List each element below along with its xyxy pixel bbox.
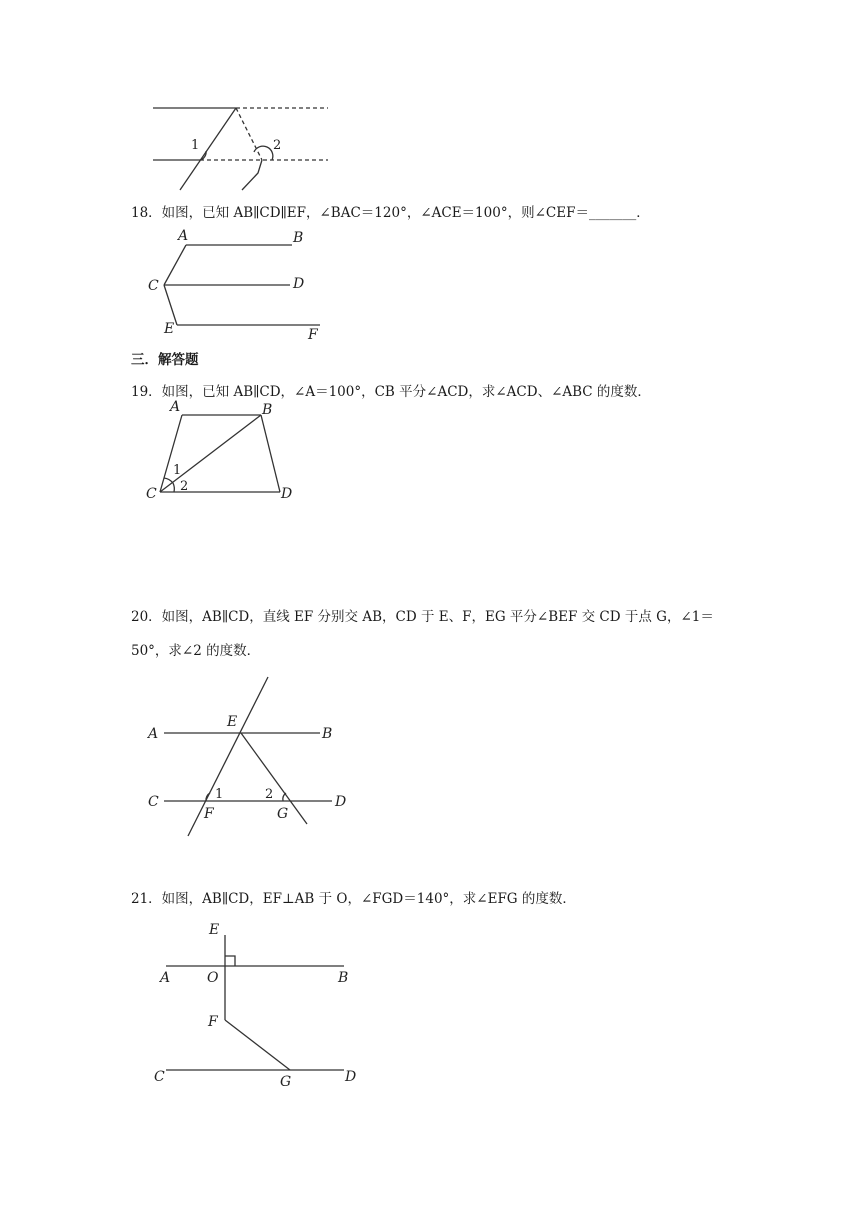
segment-CE (164, 285, 177, 325)
label-D: D (281, 486, 293, 502)
right-angle-mark (225, 956, 235, 966)
question-20-text: 20．如图，AB∥CD，直线 EF 分别交 AB，CD 于 E、F，EG 平分∠BEF 交 CD 于点 G，∠1＝50°，求∠2 的度数． (131, 609, 714, 659)
question-18-text: 18．如图，已知 AB∥CD∥EF，∠BAC＝120°，∠ACE＝100°，则∠CEF＝_______． (131, 205, 650, 221)
segment-EG (241, 733, 307, 824)
angle2-label: 2 (180, 479, 189, 494)
label-D: D (345, 1069, 357, 1085)
label-C: C (154, 1069, 165, 1085)
label-B: B (293, 230, 304, 246)
label-E: E (209, 922, 220, 938)
label-A: A (160, 970, 171, 986)
segment-BD (261, 415, 280, 492)
segment-AC (164, 245, 186, 285)
question-21 (131, 889, 751, 909)
segment-CB (160, 415, 261, 492)
label-A: A (148, 726, 159, 742)
label-E: E (227, 714, 238, 730)
label-C: C (148, 278, 159, 294)
angle2-arc (254, 146, 273, 160)
label-F: F (208, 1014, 218, 1030)
angle2-label: 2 (273, 138, 282, 153)
figure-q19 (140, 400, 310, 505)
question-18 (131, 203, 751, 223)
angle2-label: 2 (265, 787, 274, 802)
label-B: B (262, 402, 273, 418)
bent-line (242, 160, 262, 190)
figure-q21 (140, 915, 370, 1095)
label-A: A (178, 228, 189, 244)
label-C: C (146, 486, 157, 502)
figure-q17 (140, 95, 340, 195)
label-A: A (170, 399, 181, 415)
question-20 (131, 600, 751, 668)
label-E: E (164, 321, 175, 337)
section-title: 三．解答题 (131, 352, 199, 368)
line-EF (188, 677, 268, 836)
dashed-transversal (236, 108, 262, 160)
question-19-text: 19．如图，已知 AB∥CD，∠A＝100°，CB 平分∠ACD，求∠ACD、∠ABC 的度数． (131, 384, 651, 400)
label-C: C (148, 794, 159, 810)
figure-q18 (140, 225, 340, 345)
angle-arc-2 (173, 483, 174, 492)
figure-q20 (140, 675, 360, 840)
transversal-line (180, 108, 236, 190)
label-D: D (293, 276, 305, 292)
angle2-arc (283, 793, 286, 801)
label-G: G (280, 1074, 292, 1090)
label-F: F (204, 806, 214, 822)
label-B: B (338, 970, 349, 986)
label-O: O (207, 970, 219, 986)
angle-arc (164, 478, 173, 483)
label-B: B (322, 726, 333, 742)
angle1-label: 1 (173, 463, 182, 478)
question-21-text: 21．如图，AB∥CD，EF⊥AB 于 O，∠FGD＝140°，求∠EFG 的度数． (131, 891, 576, 907)
question-19 (131, 382, 751, 402)
segment-FG (225, 1020, 290, 1070)
label-D: D (335, 794, 347, 810)
label-F: F (308, 327, 318, 343)
label-G: G (277, 806, 289, 822)
angle1-label: 1 (191, 138, 200, 153)
angle1-label: 1 (215, 787, 224, 802)
